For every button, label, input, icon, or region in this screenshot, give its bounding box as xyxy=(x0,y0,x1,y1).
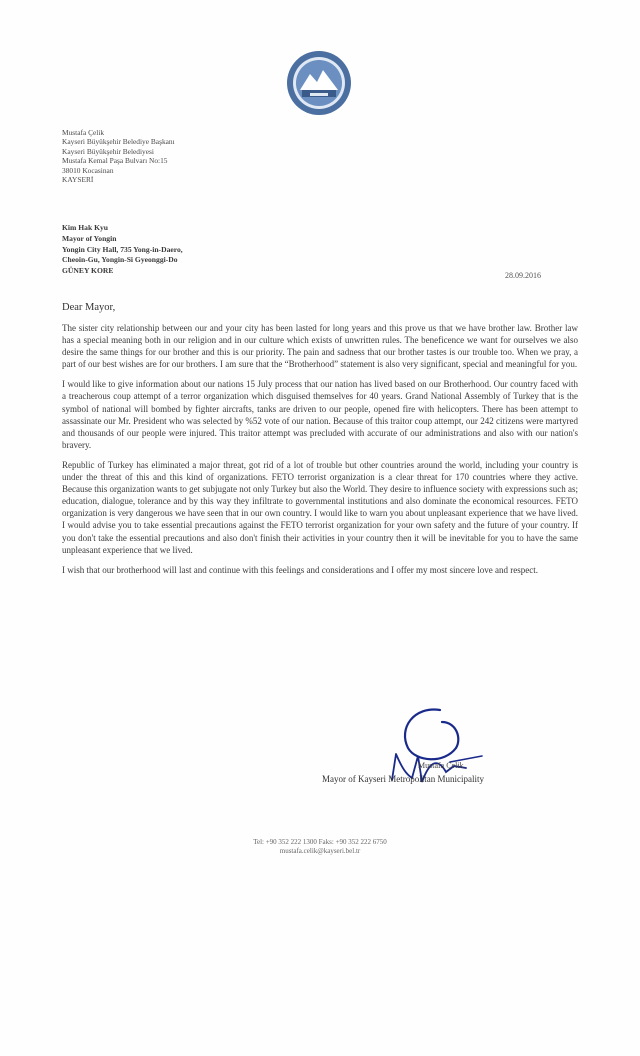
recipient-address xyxy=(62,223,183,277)
recipient-line: Mayor of Yongin xyxy=(62,233,117,243)
sender-line: 38010 Kocasinan xyxy=(62,165,114,175)
recipient-line: Cheoin-Gu, Yongin-Si Gyeonggi-Do xyxy=(62,255,178,265)
sender-line: Kayseri Büyükşehir Belediyesi xyxy=(62,146,154,156)
body-paragraph: I would like to give information about our nations 15 July process that our nation has lived based on our Brotherhood. Our country faced with a treacherous coup attempt of a terror organization which disguised themselves for 40 years. Grand National Assembly of Turkey that is the symbol of national will bombed by fighter aircrafts, tanks are driven to our people, opened fire with helicopters. There has been attempt to assassinate our Mr. President who was selected by %52 vote of our nation. Because of this traitor coup attempt, our 242 citizens were martyred and thousands of our people were injured. This traitor attempt was precluded with accurate of our administrations and also with our nation's bravery. xyxy=(62,379,578,450)
body-paragraph: I wish that our brotherhood will last and continue with this feelings and considerations and I offer my most sincere love and respect. xyxy=(62,564,538,575)
footer-phone: Tel: +90 352 222 1300 Faks: +90 352 222 6750 xyxy=(253,838,387,846)
signatory-title: Mayor of Kayseri Metropolitan Municipality xyxy=(322,774,484,784)
recipient-line: Yongin City Hall, 735 Yong-in-Daero, xyxy=(62,244,183,254)
body-paragraph: Republic of Turkey has eliminated a major threat, got rid of a lot of trouble but other countries around the world, including your country is under the threat of this and this kind of organizations. FETO terrorist organization is a clear threat for 170 countries where they active. Because this organization wants to get subjugate not only Turkey but also the World. They desire to influence society with expressions such as; education, dialogue, tolerance and by this way they infiltrate to governmental institutions and also dominate the economical resources. FETO organization is very dangerous we have seen that in our own country. I would like to warn you about unpleasant experience that we have lived. I would advise you to take essential precautions against the FETO terrorist organization for your own safety and the future of your country. If you don't take the essential precautions and also don't finish their activities in your country then it will be inevitable for you to have the same unpleasant experience that we lived. xyxy=(62,459,578,555)
footer-email: mustafa.celik@kayseri.bel.tr xyxy=(279,847,361,855)
signatory-name: Mustafa Çelik xyxy=(418,761,464,770)
sender-address xyxy=(62,128,175,184)
sender-line: Mustafa Çelik xyxy=(62,128,105,137)
salutation: Dear Mayor, xyxy=(62,302,116,313)
sender-line: Kayseri Büyükşehir Belediye Başkanı xyxy=(62,137,175,147)
recipient-line: GÜNEY KORE xyxy=(62,266,114,276)
sender-line: Mustafa Kemal Paşa Bulvarı No:15 xyxy=(62,156,168,166)
letter-footer xyxy=(0,838,640,856)
body-paragraph: The sister city relationship between our and your city has been lasted for long years and this prove us that we have brother law. Brother law has a special meaning both in our religion and in our culture which exists of unwritten rules. The beneficence we want for ourselves we also desire the same things for our brother and this is our priority. The pain and sadness that our brother tastes is our trouble too. When we pray, a part of our best wishes are for our brothers. I am sure that the “Brotherhood” statement is also very significant, special and meaningful for you. xyxy=(62,323,578,370)
letter-date: 28.09.2016 xyxy=(505,271,541,280)
sender-line: KAYSERİ xyxy=(62,175,94,185)
letter-body xyxy=(62,322,578,584)
municipality-seal-icon xyxy=(286,50,352,116)
recipient-line: Kim Hak Kyu xyxy=(62,223,108,232)
